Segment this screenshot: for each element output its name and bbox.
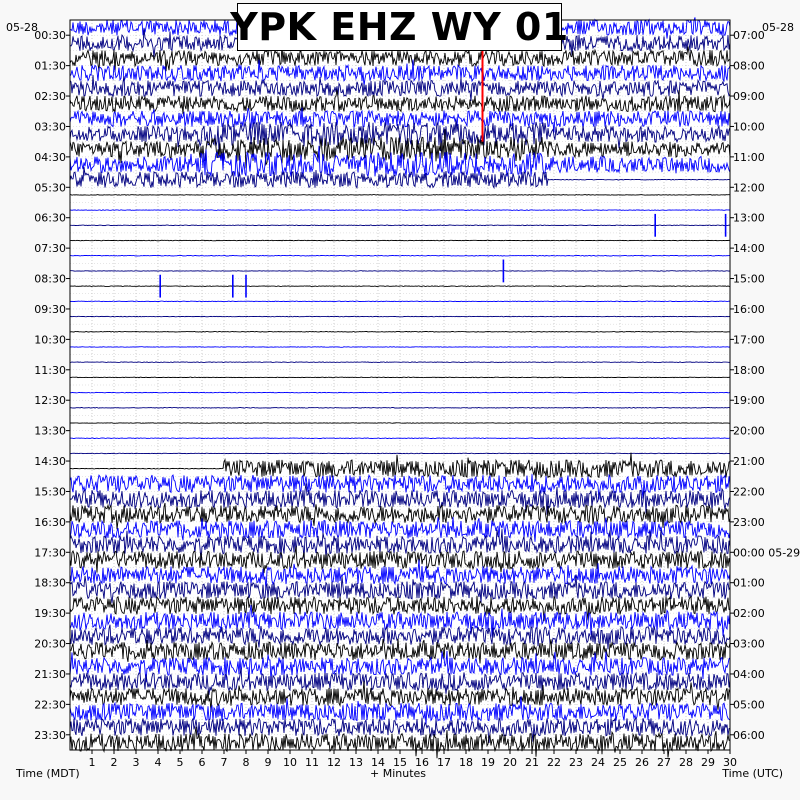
- right-tick-label: 19:00: [733, 394, 765, 408]
- x-tick-label: 12: [327, 756, 341, 769]
- right-tick-label: 09:00: [733, 90, 765, 104]
- x-tick-label: 13: [349, 756, 363, 769]
- right-tick-label: 22:00: [733, 485, 765, 499]
- x-tick-label: 28: [679, 756, 693, 769]
- x-axis-title: + Minutes: [369, 767, 427, 780]
- x-tick-label: 11: [305, 756, 319, 769]
- trace-line: [70, 210, 730, 211]
- trace-line: [70, 225, 730, 226]
- trace-line: [70, 347, 730, 348]
- x-tick-label: 30: [723, 756, 737, 769]
- x-tick-label: 17: [437, 756, 451, 769]
- left-tick-label: 07:30: [34, 242, 66, 256]
- x-tick-label: 7: [220, 756, 228, 769]
- x-tick-label: 4: [154, 756, 162, 769]
- left-tick-label: 04:30: [34, 150, 66, 164]
- left-tick-label: 22:30: [34, 698, 66, 712]
- left-axis-title: Time (MDT): [16, 767, 80, 780]
- x-tick-label: 2: [110, 756, 118, 769]
- x-tick-label: 8: [242, 756, 250, 769]
- x-tick-label: 21: [525, 756, 539, 769]
- trace-line: [70, 301, 730, 302]
- x-tick-label: 9: [264, 756, 272, 769]
- x-tick-label: 3: [132, 756, 140, 769]
- right-tick-label: 13:00: [733, 211, 765, 225]
- trace-line: [70, 271, 730, 272]
- right-tick-label: 01:00: [733, 576, 765, 590]
- right-tick-label: 05:00: [733, 698, 765, 712]
- right-tick-label: 23:00: [733, 515, 765, 529]
- right-tick-label: 16:00: [733, 302, 765, 316]
- trace-line: [70, 377, 730, 378]
- right-tick-label: 14:00: [733, 242, 765, 256]
- left-tick-label: 06:30: [34, 211, 66, 225]
- right-tick-label: 21:00: [733, 455, 765, 469]
- right-date-label: 05-28: [762, 21, 794, 34]
- x-tick-label: 26: [635, 756, 649, 769]
- left-tick-label: 02:30: [34, 90, 66, 104]
- right-tick-label: 08:00: [733, 59, 765, 73]
- right-tick-label: 03:00: [733, 637, 765, 651]
- left-tick-label: 11:30: [34, 363, 66, 377]
- left-tick-label: 09:30: [34, 302, 66, 316]
- x-tick-label: 14: [371, 756, 385, 769]
- x-tick-label: 20: [503, 756, 517, 769]
- x-tick-label: 19: [481, 756, 495, 769]
- left-tick-label: 15:30: [34, 485, 66, 499]
- x-tick-label: 15: [393, 756, 407, 769]
- left-tick-label: 17:30: [34, 546, 66, 560]
- left-tick-label: 14:30: [34, 455, 66, 469]
- right-tick-label: 10:00: [733, 120, 765, 134]
- x-tick-label: 29: [701, 756, 715, 769]
- x-tick-label: 24: [591, 756, 605, 769]
- chart-title-box: [230, 3, 569, 51]
- left-tick-label: 23:30: [34, 728, 66, 742]
- left-tick-label: 18:30: [34, 576, 66, 590]
- left-tick-label: 08:30: [34, 272, 66, 286]
- right-tick-label: 04:00: [733, 667, 765, 681]
- right-tick-label: 18:00: [733, 363, 765, 377]
- left-date-label: 05-28: [6, 21, 38, 34]
- x-tick-label: 1: [88, 756, 96, 769]
- left-tick-label: 10:30: [34, 333, 66, 347]
- left-tick-label: 21:30: [34, 667, 66, 681]
- trace-line: [70, 195, 730, 196]
- x-tick-label: 18: [459, 756, 473, 769]
- x-tick-label: 16: [415, 756, 429, 769]
- trace-line: [70, 255, 730, 256]
- right-tick-label: 11:00: [733, 150, 765, 164]
- right-tick-label: 02:00: [733, 607, 765, 621]
- x-tick-label: 27: [657, 756, 671, 769]
- right-tick-label: 00:00 05-29: [733, 546, 800, 560]
- x-tick-label: 6: [198, 756, 206, 769]
- left-tick-label: 12:30: [34, 394, 66, 408]
- trace-line: [70, 362, 730, 363]
- chart-title: YPK EHZ WY 01: [230, 5, 569, 49]
- x-tick-label: 10: [283, 756, 297, 769]
- left-tick-label: 00:30: [34, 29, 66, 43]
- left-tick-label: 16:30: [34, 515, 66, 529]
- right-axis-title: Time (UTC): [722, 767, 783, 780]
- right-tick-label: 20:00: [733, 424, 765, 438]
- left-tick-label: 05:30: [34, 181, 66, 195]
- left-tick-label: 01:30: [34, 59, 66, 73]
- x-tick-label: 5: [176, 756, 184, 769]
- right-tick-label: 12:00: [733, 181, 765, 195]
- left-tick-label: 19:30: [34, 607, 66, 621]
- right-tick-label: 17:00: [733, 333, 765, 347]
- x-tick-label: 25: [613, 756, 627, 769]
- trace-line: [70, 316, 730, 317]
- right-tick-label: 07:00: [733, 29, 765, 43]
- x-tick-label: 23: [569, 756, 583, 769]
- left-tick-label: 20:30: [34, 637, 66, 651]
- trace-line: [70, 423, 730, 424]
- right-tick-label: 06:00: [733, 728, 765, 742]
- left-tick-label: 13:30: [34, 424, 66, 438]
- trace-line: [70, 286, 730, 287]
- x-tick-label: 22: [547, 756, 561, 769]
- left-tick-label: 03:30: [34, 120, 66, 134]
- right-tick-label: 15:00: [733, 272, 765, 286]
